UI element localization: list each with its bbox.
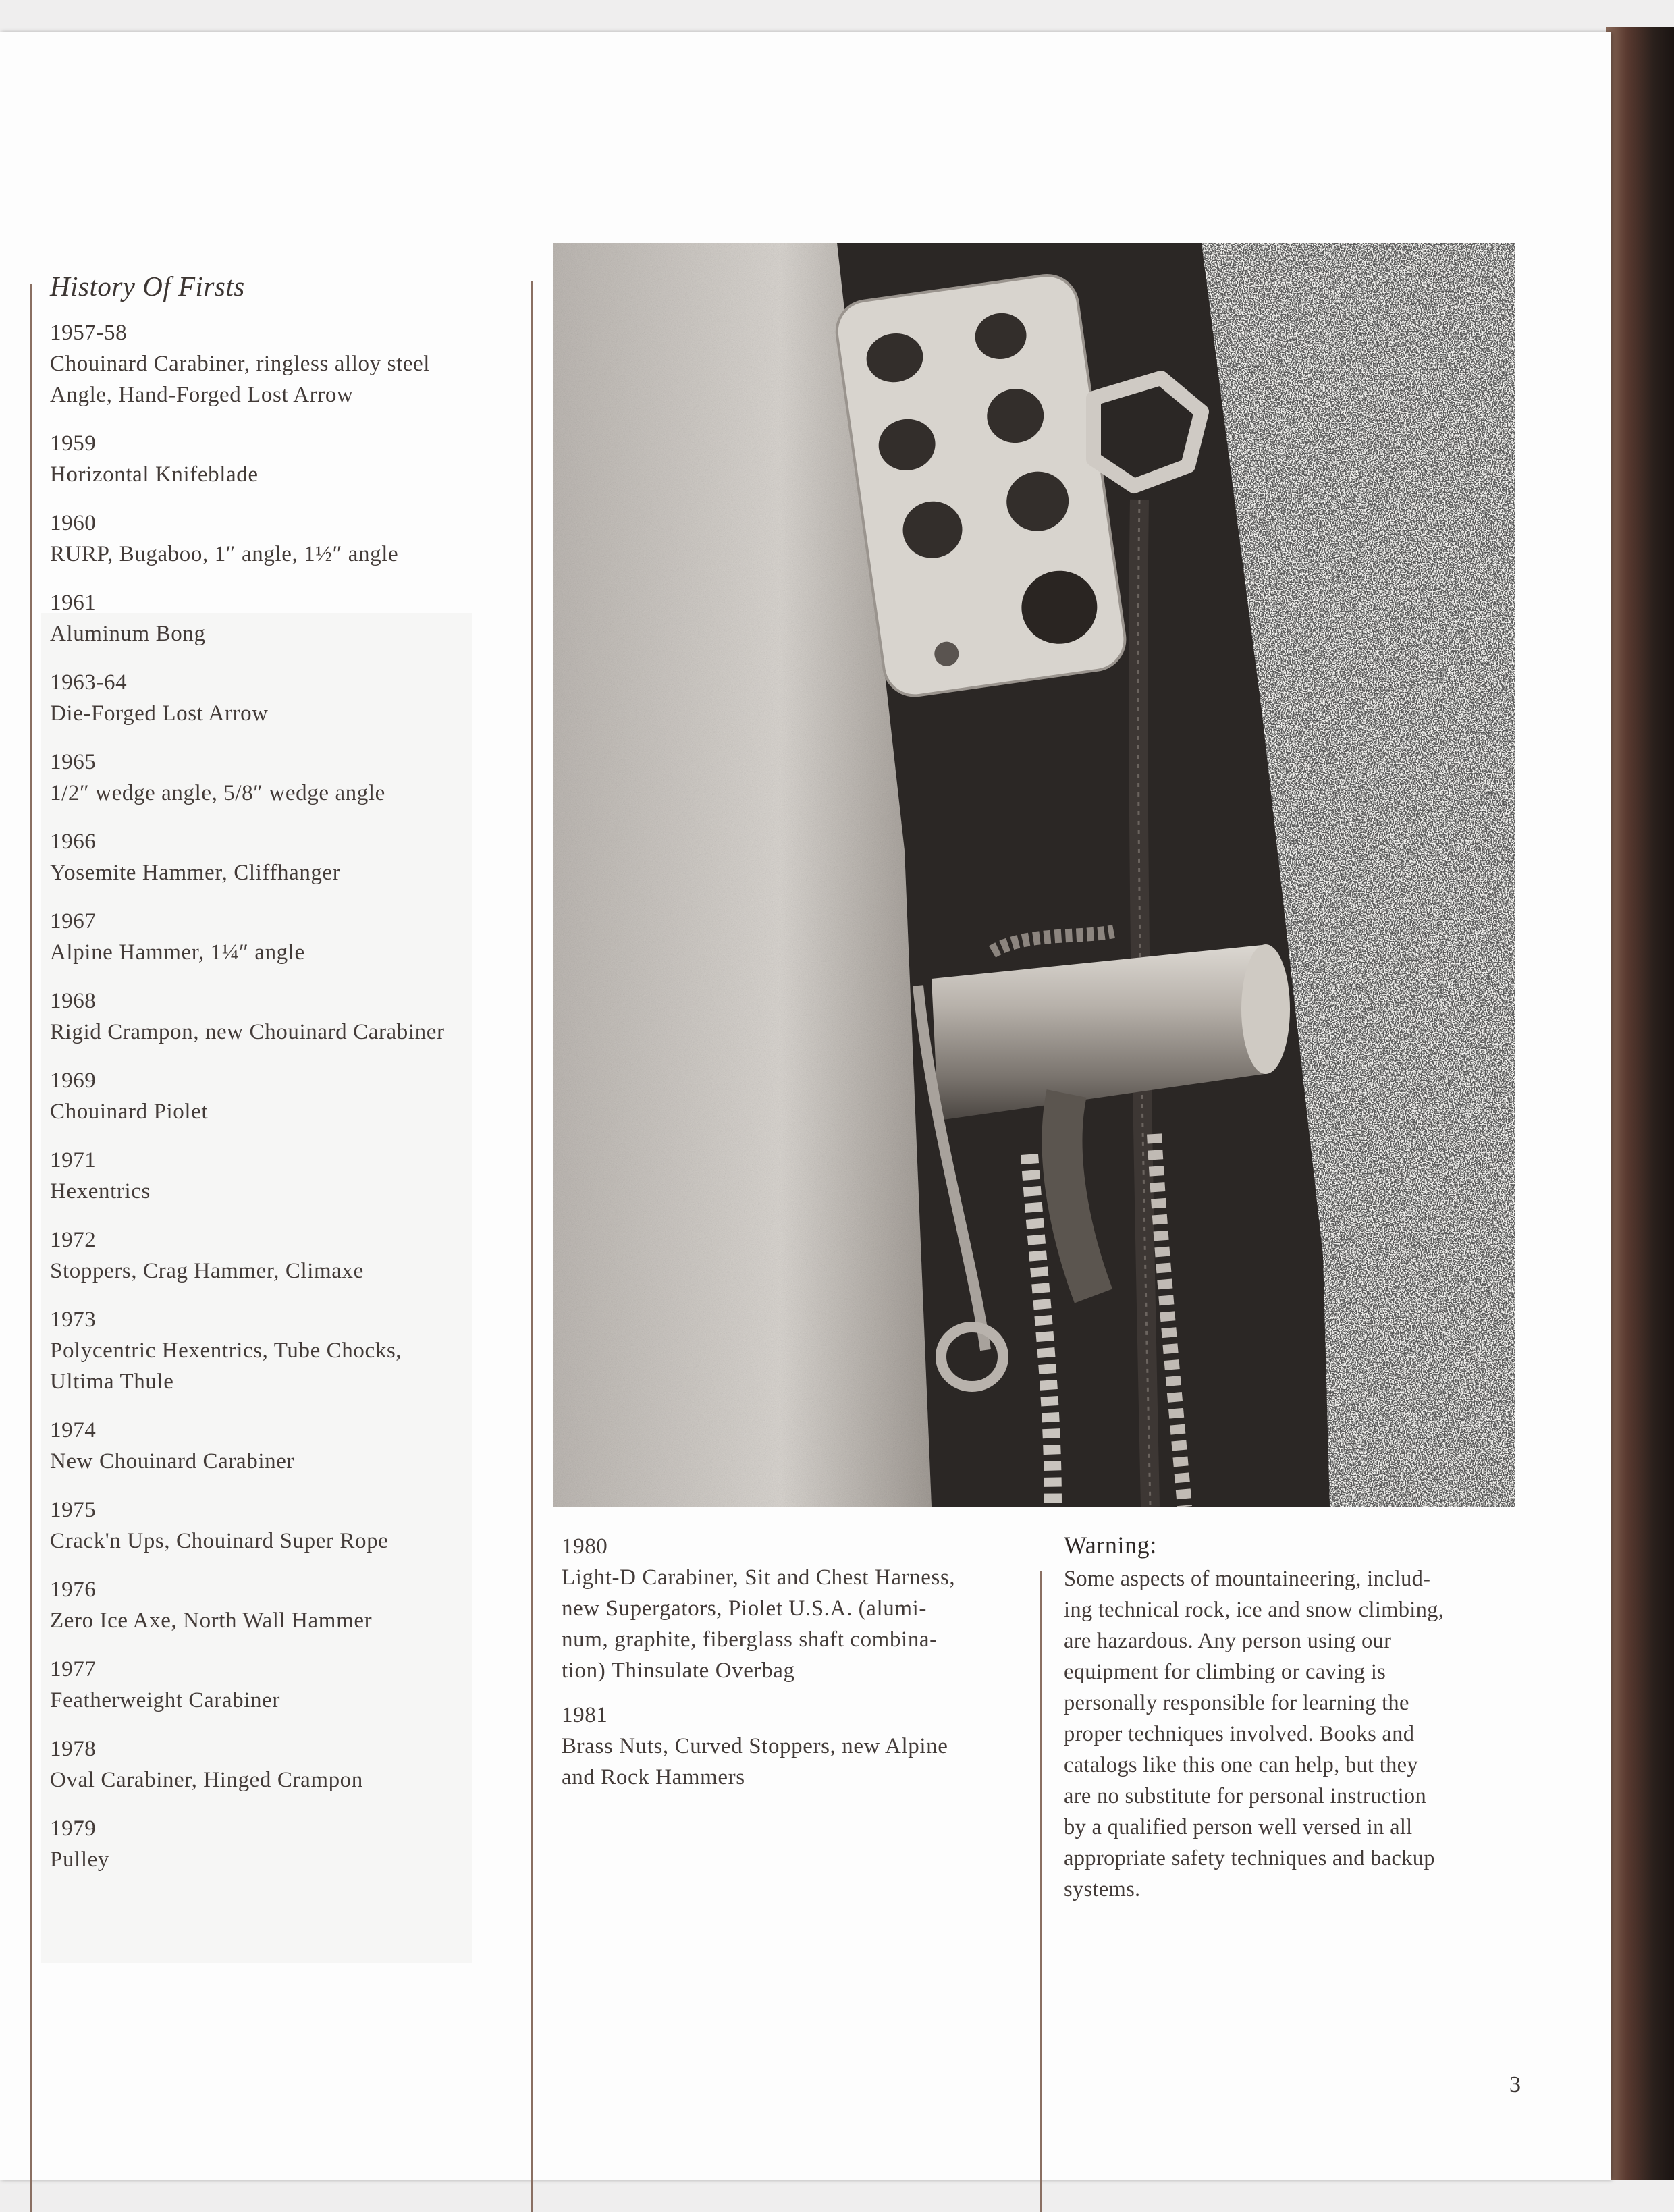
history-entry: [50, 1304, 522, 1397]
entry-items: Hexentrics: [50, 1179, 151, 1204]
entry-items: Chouinard Piolet: [50, 1100, 209, 1124]
entry-year: 1979: [50, 1816, 97, 1841]
entry-items: Yosemite Hammer, Cliffhanger: [50, 861, 341, 885]
entry-year: 1965: [50, 750, 97, 774]
entry-items: Featherweight Carabiner: [50, 1688, 280, 1712]
history-list: [50, 317, 522, 1875]
history-entry: [50, 1494, 522, 1557]
history-entry: [50, 747, 522, 809]
history-entry: [50, 317, 522, 410]
entry-items: New Chouinard Carabiner: [50, 1449, 295, 1474]
entry-year: 1980: [562, 1534, 608, 1559]
entry-year: 1959: [50, 431, 97, 456]
history-entry: [50, 1145, 522, 1207]
left-rule: [30, 284, 32, 2212]
warning-column: [1064, 1531, 1536, 1905]
entry-items: Crack'n Ups, Chouinard Super Rope: [50, 1529, 389, 1553]
entry-items: Light-D Carabiner, Sit and Chest Harness, new Supergators, Piolet U.S.A. (alumi- num, graphite, fiberglass shaft combina- tion) Thinsulate Overbag: [562, 1565, 956, 1683]
history-continued-column: [562, 1531, 1034, 1806]
entry-year: 1957-58: [50, 321, 128, 345]
entry-year: 1977: [50, 1657, 97, 1681]
entry-year: 1972: [50, 1228, 97, 1252]
entry-items: Alpine Hammer, 1¼″ angle: [50, 940, 305, 965]
entry-year: 1968: [50, 989, 97, 1013]
scan-edge: [1606, 27, 1674, 2180]
history-entry: [50, 1813, 522, 1875]
climbing-gear-photo: [554, 243, 1515, 1507]
history-entry: [50, 986, 522, 1048]
entry-year: 1960: [50, 511, 97, 535]
entry-items: Stoppers, Crag Hammer, Climaxe: [50, 1259, 364, 1283]
history-entry: [50, 587, 522, 649]
entry-items: Aluminum Bong: [50, 622, 206, 646]
entry-year: 1975: [50, 1498, 97, 1522]
entry-items: 1/2″ wedge angle, 5/8″ wedge angle: [50, 781, 385, 805]
history-entry: [50, 1574, 522, 1636]
right-rule: [1040, 1571, 1042, 2212]
page-number: 3: [1509, 2072, 1521, 2097]
history-entry: [50, 906, 522, 968]
history-continued-list: [562, 1531, 1034, 1793]
history-entry: [562, 1700, 1034, 1793]
entry-year: 1981: [562, 1703, 608, 1727]
entry-year: 1976: [50, 1577, 97, 1602]
warning-title: Warning:: [1064, 1532, 1157, 1559]
entry-items: Rigid Crampon, new Chouinard Carabiner: [50, 1020, 445, 1044]
entry-items: Oval Carabiner, Hinged Crampon: [50, 1768, 363, 1792]
entry-items: Horizontal Knifeblade: [50, 462, 259, 487]
warning-body: Some aspects of mountaineering, includ- ing technical rock, ice and snow climbing, are hazardous. Any person using our equipment for climbing or caving is personally responsible for learning the proper techniques involved. Books and catalogs like this one can help, but they are no substitute for personal instruction by a qualified person well versed in all appropriate safety techniques and backup systems.: [1064, 1567, 1444, 1901]
entry-year: 1969: [50, 1069, 97, 1093]
photo-illustration: [554, 243, 1515, 1507]
history-entry: [50, 1065, 522, 1127]
entry-year: 1978: [50, 1737, 97, 1761]
entry-items: Die-Forged Lost Arrow: [50, 701, 269, 726]
history-entry: [50, 428, 522, 490]
history-entry: [50, 508, 522, 570]
history-title: History Of Firsts: [50, 271, 245, 302]
entry-year: 1961: [50, 591, 97, 615]
entry-items: Brass Nuts, Curved Stoppers, new Alpine and Rock Hammers: [562, 1734, 948, 1789]
history-entry: [50, 1224, 522, 1287]
entry-year: 1966: [50, 830, 97, 854]
entry-items: Pulley: [50, 1847, 109, 1872]
middle-rule: [531, 281, 533, 2212]
entry-items: Chouinard Carabiner, ringless alloy steel Angle, Hand-Forged Lost Arrow: [50, 352, 431, 407]
history-entry: [50, 1415, 522, 1477]
history-entry: [50, 1654, 522, 1716]
entry-year: 1963-64: [50, 670, 128, 695]
entry-year: 1974: [50, 1418, 97, 1442]
entry-items: Zero Ice Axe, North Wall Hammer: [50, 1609, 373, 1633]
entry-year: 1971: [50, 1148, 97, 1172]
history-entry: [50, 826, 522, 888]
entry-items: RURP, Bugaboo, 1″ angle, 1½″ angle: [50, 542, 399, 566]
entry-year: 1973: [50, 1307, 97, 1332]
history-entry: [50, 667, 522, 729]
history-entry: [50, 1733, 522, 1796]
history-entry: [562, 1531, 1034, 1686]
entry-items: Polycentric Hexentrics, Tube Chocks, Ultima Thule: [50, 1339, 402, 1394]
history-column: [50, 270, 522, 1893]
entry-year: 1967: [50, 909, 97, 934]
